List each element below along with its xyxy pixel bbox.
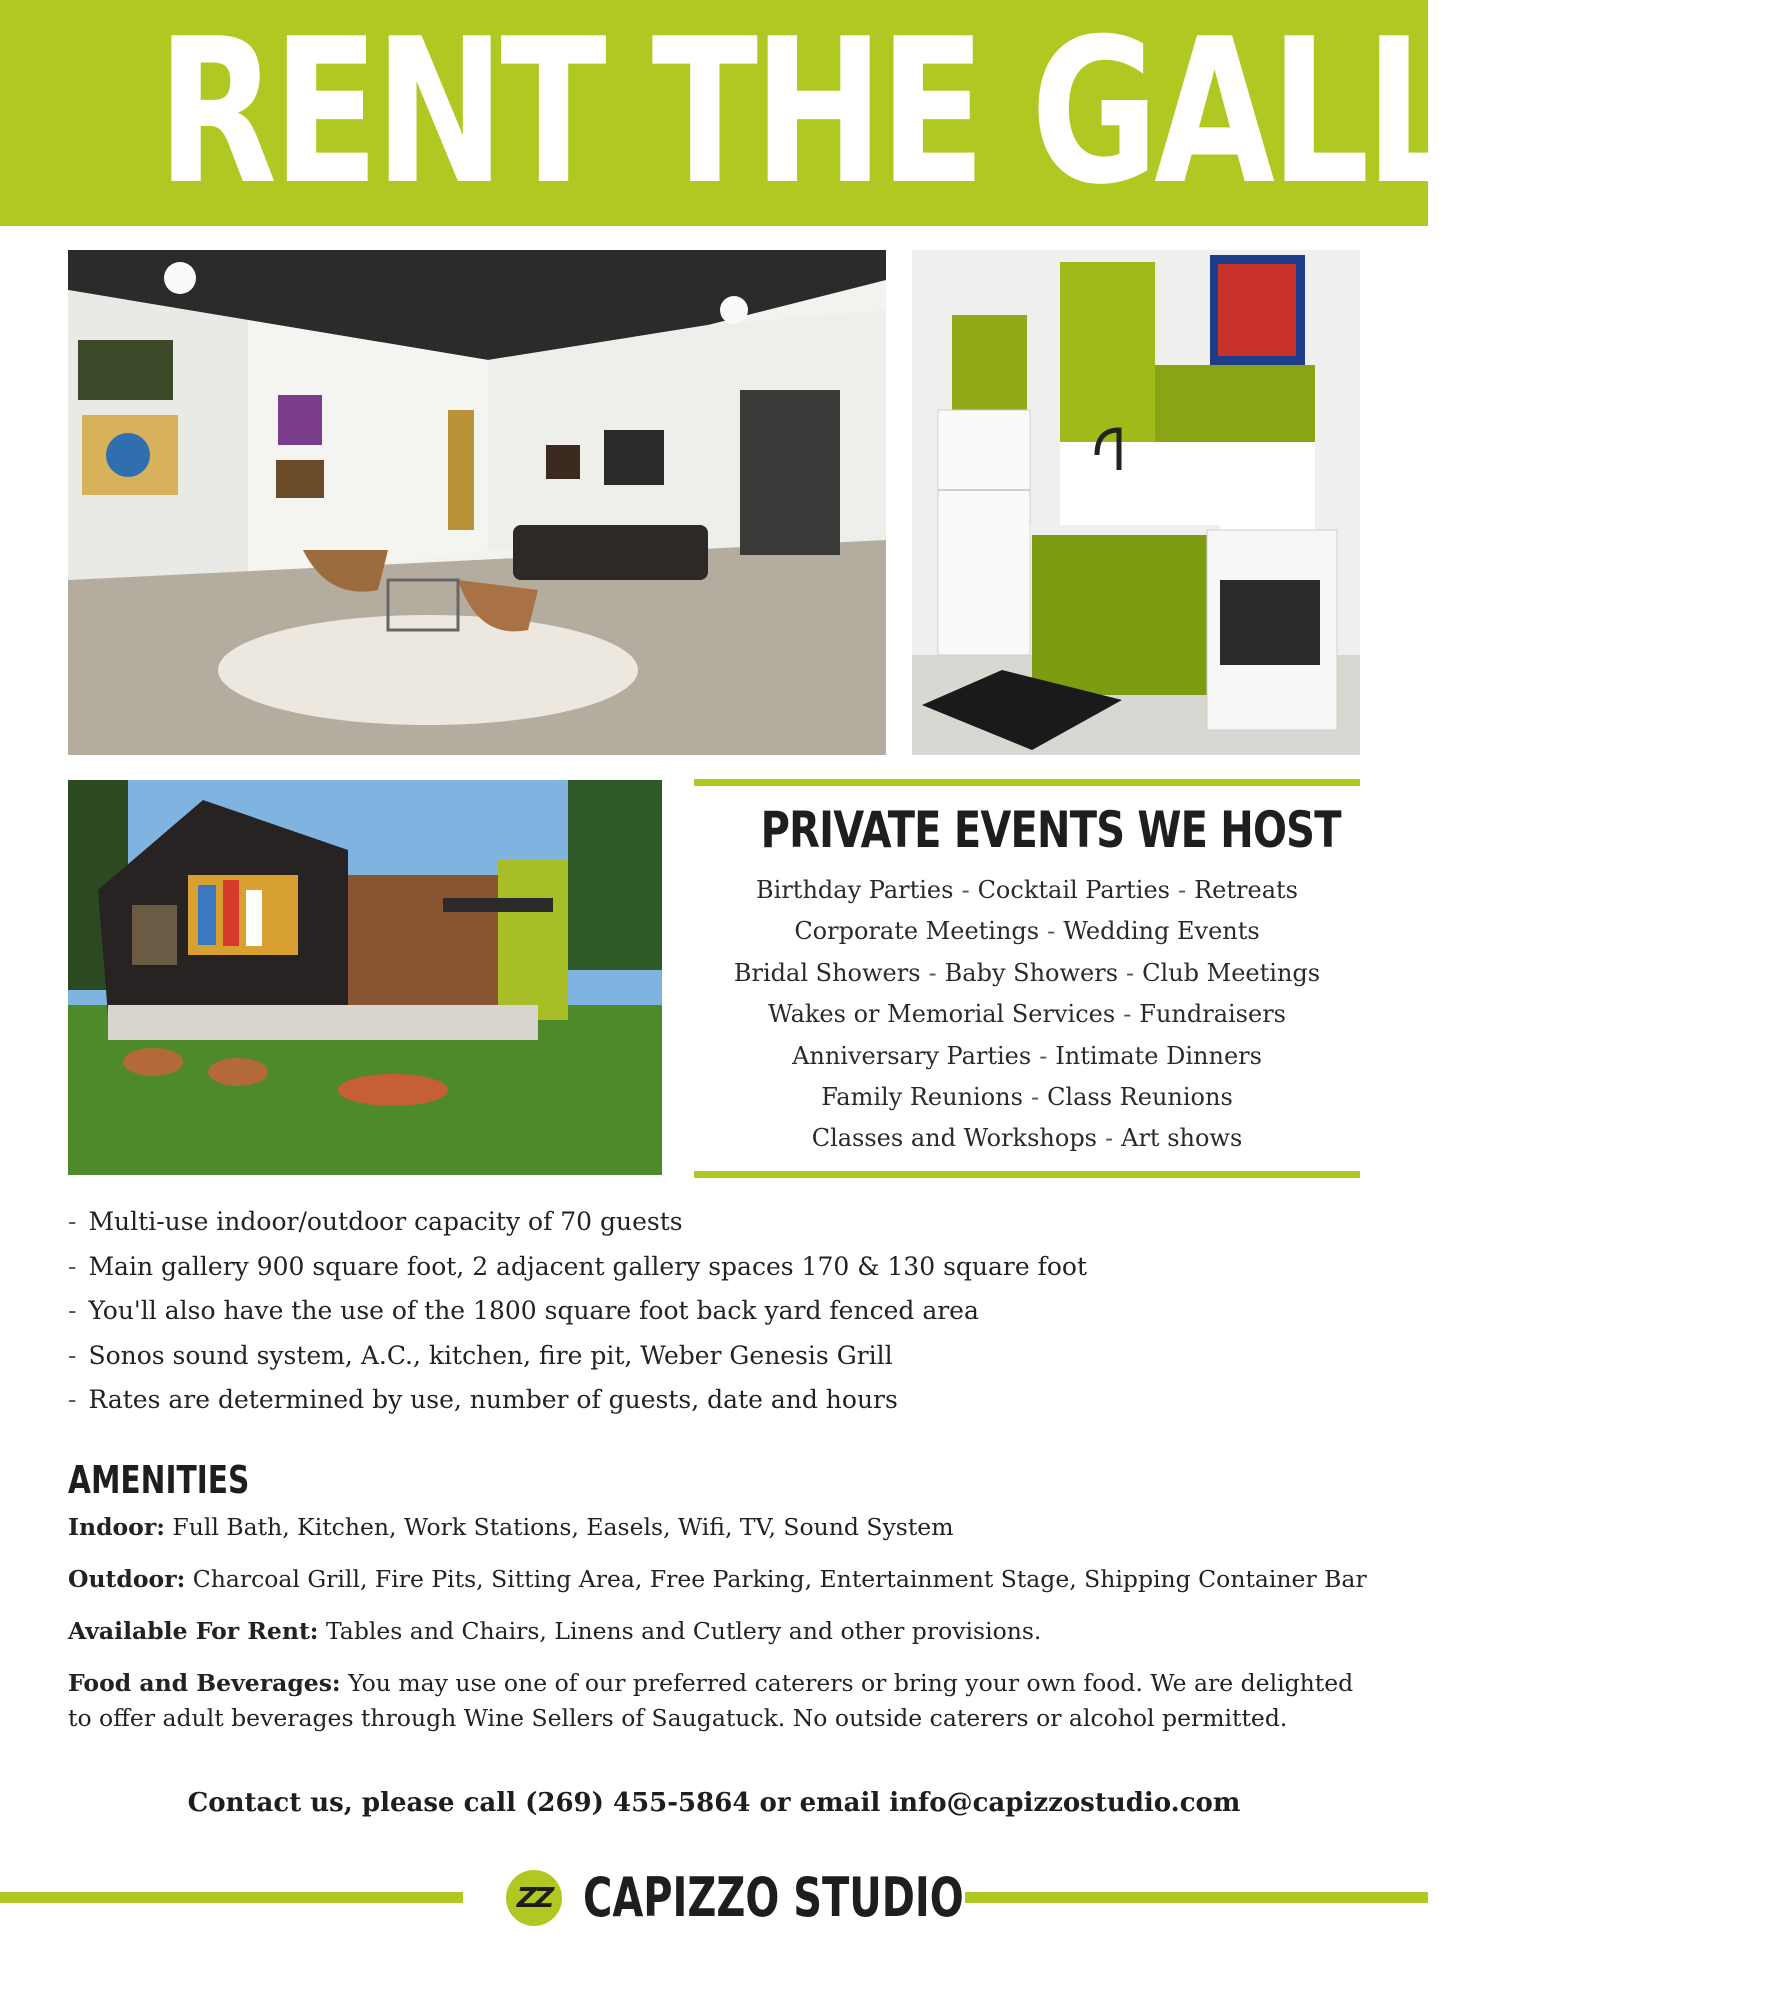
event-type: Baby Showers bbox=[944, 958, 1119, 987]
exterior-photo bbox=[68, 780, 662, 1175]
bullet-dash: - bbox=[68, 1296, 77, 1325]
event-type: Corporate Meetings bbox=[794, 917, 1040, 946]
feature-text: Rates are determined by use, number of guests, date and hours bbox=[88, 1385, 898, 1414]
amenities-heading: AMENITIES bbox=[68, 1458, 250, 1502]
amenity-label: Outdoor: bbox=[68, 1565, 186, 1593]
amenity-label: Indoor: bbox=[68, 1513, 165, 1541]
feature-item bbox=[68, 1245, 1368, 1290]
separator: - bbox=[1123, 1000, 1132, 1029]
event-type: Cocktail Parties bbox=[977, 876, 1170, 904]
event-line bbox=[694, 911, 1360, 952]
separator: - bbox=[928, 958, 937, 987]
logo-mark-text: ZZ bbox=[516, 1881, 552, 1914]
events-top-rule bbox=[694, 779, 1360, 786]
contact-line: Contact us, please call (269) 455-5864 or email info@capizzostudio.com bbox=[187, 1788, 1241, 1818]
event-line bbox=[694, 994, 1360, 1035]
feature-text: Multi-use indoor/outdoor capacity of 70 guests bbox=[88, 1207, 683, 1236]
event-type: Fundraisers bbox=[1139, 1000, 1286, 1029]
separator: - bbox=[1126, 958, 1135, 987]
footer-rule-right bbox=[965, 1892, 1428, 1903]
amenity-item bbox=[68, 1510, 1363, 1545]
separator: - bbox=[1039, 1041, 1048, 1070]
feature-item bbox=[68, 1378, 1368, 1423]
kitchen-photo bbox=[912, 250, 1360, 755]
separator: - bbox=[961, 876, 970, 904]
events-heading: PRIVATE EVENTS WE HOST bbox=[760, 801, 1341, 859]
event-type: Club Meetings bbox=[1142, 958, 1321, 987]
event-type: Intimate Dinners bbox=[1055, 1041, 1262, 1070]
event-line bbox=[694, 870, 1360, 911]
feature-text: Main gallery 900 square foot, 2 adjacent gallery spaces 170 & 130 square foot bbox=[88, 1251, 1088, 1281]
bullet-dash: - bbox=[68, 1385, 77, 1414]
footer-rule-left bbox=[0, 1892, 463, 1903]
event-type: Anniversary Parties bbox=[792, 1041, 1032, 1070]
event-line bbox=[694, 1077, 1360, 1118]
gallery-interior-photo bbox=[68, 250, 886, 755]
event-type: Wedding Events bbox=[1063, 917, 1260, 946]
event-type: Retreats bbox=[1194, 876, 1298, 904]
separator: - bbox=[1177, 876, 1187, 904]
event-type: Art shows bbox=[1121, 1124, 1243, 1153]
amenity-text: Tables and Chairs, Linens and Cutlery and other provisions. bbox=[325, 1617, 1042, 1645]
event-line bbox=[694, 953, 1360, 994]
features-list bbox=[68, 1200, 1368, 1423]
amenity-text: You may use one of our preferred caterers or bring your own food. We are delighted to offer adult beverages through Wine Sellers of Saugatuck. No outside caterers or alcohol permitted. bbox=[68, 1669, 1354, 1732]
event-type: Bridal Showers bbox=[733, 958, 921, 987]
feature-item bbox=[68, 1200, 1368, 1245]
amenities-list bbox=[68, 1510, 1367, 1753]
private-events-section bbox=[694, 790, 1360, 1160]
bullet-dash: - bbox=[68, 1340, 77, 1370]
bullet-dash: - bbox=[68, 1207, 77, 1236]
separator: - bbox=[1105, 1124, 1114, 1153]
feature-item bbox=[68, 1289, 1368, 1334]
amenity-text: Charcoal Grill, Fire Pits, Sitting Area, Free Parking, Entertainment Stage, Shipping Container Bar bbox=[192, 1565, 1367, 1593]
event-type: Class Reunions bbox=[1047, 1083, 1233, 1112]
amenity-label: Available For Rent: bbox=[68, 1617, 319, 1645]
event-type: Family Reunions bbox=[821, 1083, 1023, 1112]
bullet-dash: - bbox=[68, 1251, 77, 1281]
event-type: Wakes or Memorial Services bbox=[767, 1000, 1116, 1029]
event-line bbox=[694, 1118, 1360, 1159]
amenity-text: Full Bath, Kitchen, Work Stations, Easels, Wifi, TV, Sound System bbox=[172, 1513, 954, 1541]
zz-logo-icon bbox=[506, 1870, 562, 1926]
amenity-item bbox=[68, 1614, 1363, 1649]
event-type: Classes and Workshops bbox=[811, 1124, 1097, 1153]
separator: - bbox=[1047, 917, 1056, 946]
feature-text: You'll also have the use of the 1800 square foot back yard fenced area bbox=[88, 1296, 979, 1325]
amenity-item bbox=[68, 1666, 1363, 1736]
separator: - bbox=[1030, 1083, 1040, 1112]
page-title: RENT THE GALLERY bbox=[157, 0, 1777, 229]
title-banner bbox=[0, 0, 1777, 229]
feature-item bbox=[68, 1334, 1368, 1379]
brand-name: CAPIZZO STUDIO bbox=[583, 1866, 964, 1929]
feature-text: Sonos sound system, A.C., kitchen, fire pit, Weber Genesis Grill bbox=[88, 1340, 893, 1370]
event-type: Birthday Parties bbox=[756, 876, 954, 904]
amenity-item bbox=[68, 1562, 1367, 1597]
amenity-label: Food and Beverages: bbox=[68, 1669, 341, 1697]
events-bottom-rule bbox=[694, 1171, 1360, 1178]
events-list bbox=[694, 870, 1360, 1160]
event-line bbox=[694, 1036, 1360, 1077]
